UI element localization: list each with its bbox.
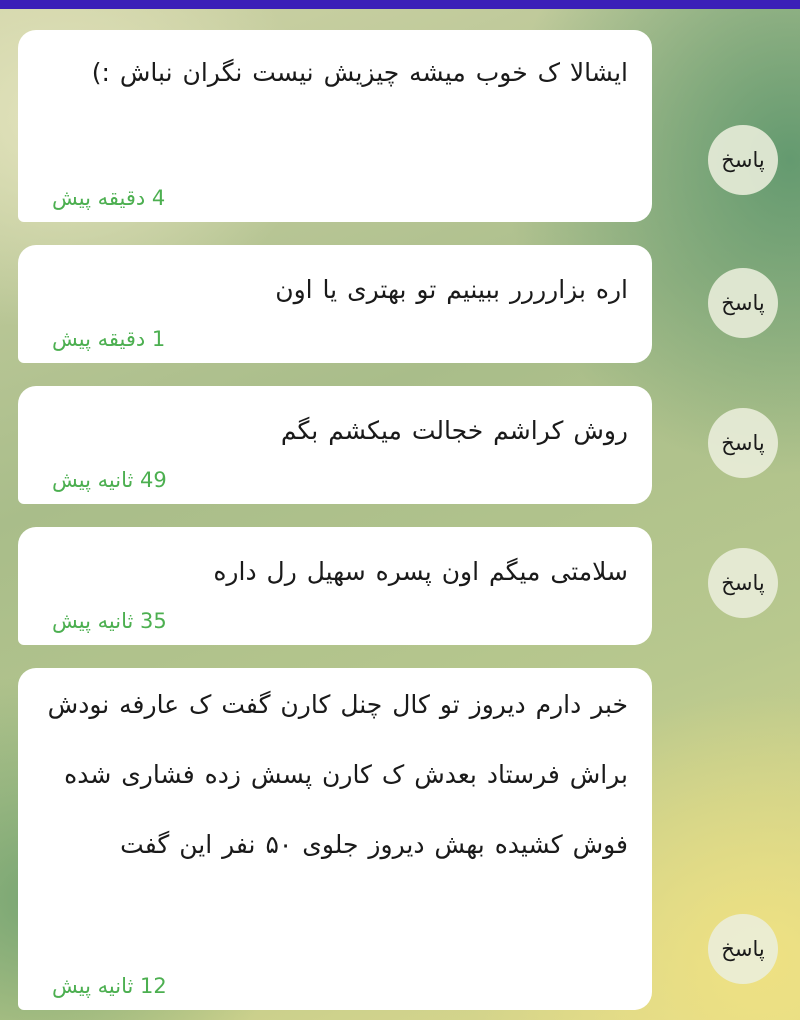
reply-button[interactable]: پاسخ: [708, 268, 778, 338]
message-text: سلامتی میگم اون پسره سهیل رل داره: [213, 557, 628, 586]
message-item: [18, 30, 778, 222]
message-bubble[interactable]: [18, 386, 652, 504]
message-bubble[interactable]: [18, 527, 652, 645]
reply-button[interactable]: پاسخ: [708, 548, 778, 618]
message-text: ایشالا ک خوب میشه چیزیش نیست نگران نباش :): [91, 58, 628, 87]
message-timestamp: 12 ثانیه پیش: [52, 974, 167, 998]
message-text: اره بزارررر ببینیم تو بهتری یا اون: [275, 275, 628, 304]
message-item: [18, 245, 778, 363]
message-bubble[interactable]: [18, 245, 652, 363]
message-timestamp: 35 ثانیه پیش: [52, 609, 167, 633]
message-item: [18, 386, 778, 504]
reply-button[interactable]: پاسخ: [708, 914, 778, 984]
message-timestamp: 1 دقیقه پیش: [52, 327, 166, 351]
message-timestamp: 4 دقیقه پیش: [52, 186, 166, 210]
reply-button[interactable]: پاسخ: [708, 408, 778, 478]
message-timestamp: 49 ثانیه پیش: [52, 468, 167, 492]
reply-button[interactable]: پاسخ: [708, 125, 778, 195]
message-text: خبر دارم دیروز تو کال چنل کارن گفت ک عارفه نودش براش فرستاد بعدش ک کارن پسش زده فشاری شده فوش کشیده بهش دیروز جلوی ۵۰ نفر این گفت: [47, 690, 628, 859]
message-bubble[interactable]: [18, 30, 652, 222]
message-text: روش کراشم خجالت میکشم بگم: [280, 416, 628, 445]
message-item: [18, 668, 778, 1010]
message-bubble[interactable]: [18, 668, 652, 1010]
message-item: [18, 527, 778, 645]
